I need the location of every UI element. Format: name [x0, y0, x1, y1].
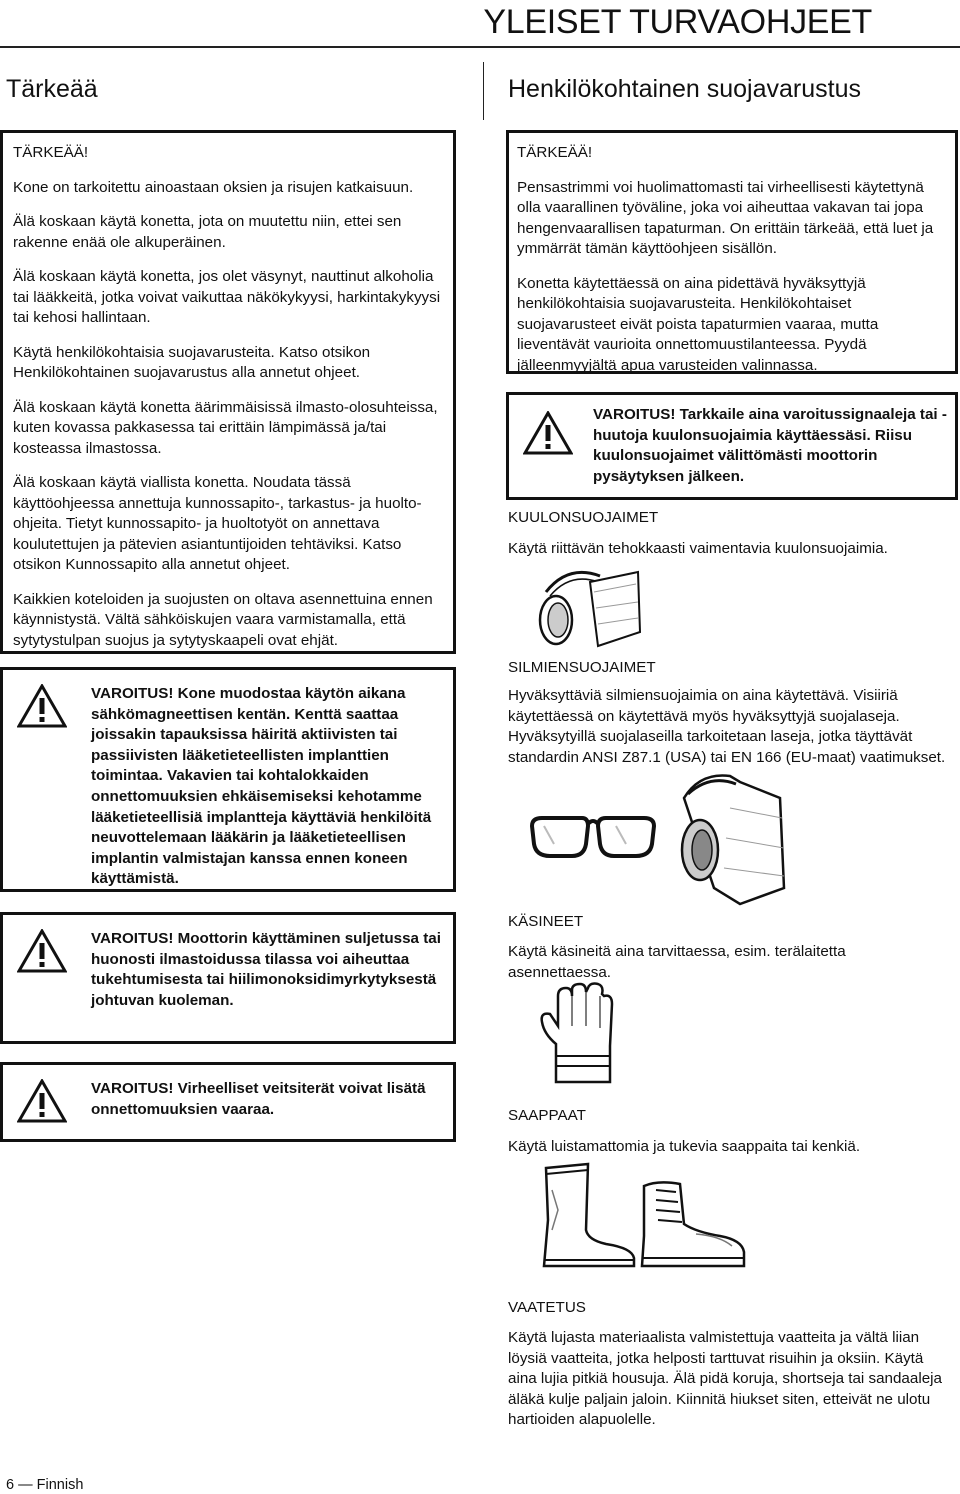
ear-protection-illustration — [528, 562, 648, 652]
important-paragraph: Kaikkien koteloiden ja suojusten on oltava asennettuina ennen käynnistystä. Vältä sähköiskujen vaara varmistamalla, että sytytystulpan suojus ja sytytyskaapeli ovat ehjät. — [13, 590, 433, 649]
warning-box-emf — [0, 667, 456, 892]
important-paragraph: Älä koskaan käytä viallista konetta. Noudata tässä käyttöohjeessa annettuja kunnossapito-, tarkastus- ja huolto-ohjeita. Tietyt kunnossapito- ja huoltotyöt on annettava koulutettujen ja pätevien asiantuntijoiden tehtäviksi. Katso otsikon Kunnossapito alla annetut ohjeet. — [13, 474, 422, 573]
important-paragraph: Kone on tarkoitettu ainoastaan oksien ja risujen katkaisuun. — [13, 178, 414, 196]
page-title: YLEISET TURVAOHJEET — [483, 3, 872, 41]
warning-triangle-icon — [17, 1079, 67, 1123]
warning-text: VAROITUS! Tarkkaile aina varoitussignaaleja tai -huutoja kuulonsuojaimia käyttäessäsi. Riisu kuulonsuojaimet välittömästi moottorin pysäytyksen jälkeen. — [593, 406, 947, 485]
important-paragraph: Käytä henkilökohtaisia suojavarusteita. Katso otsikon Henkilökohtainen suojavarustus alla annetut ohjeet. — [13, 343, 371, 381]
page-footer — [6, 1476, 83, 1494]
footer-language: Finnish — [36, 1477, 84, 1493]
warning-box-blades — [0, 1062, 456, 1142]
important-paragraph: Älä koskaan käytä konetta, jota on muutettu niin, ettei sen rakenne enää ole alkuperäinen. — [13, 213, 402, 251]
gear-text-clothing: Käytä lujasta materiaalista valmistettuja vaatteita ja vältä liian löysiä vaatteita, jotka helposti tarttuvat risuihin ja oksiin. Käytä aina lujia pitkiä housuja. Älä pidä koruja, shortseja tai sandaaleja äläkä kulje paljain jaloin. Kiinnitä hiukset siten, etteivät ne ulotu hartioiden alapuolelle. — [508, 1329, 942, 1428]
important-box-left — [0, 130, 456, 654]
glove-illustration — [536, 982, 626, 1086]
warning-box-ventilation — [0, 912, 456, 1044]
safety-shoe-illustration — [636, 1176, 748, 1272]
important-paragraph: Älä koskaan käytä konetta äärimmäisissä ilmasto-olosuhteissa, kuten kovassa pakkasessa tai erittäin lämpimässä ja/tai kosteassa ilmastossa. — [13, 398, 438, 457]
warning-text: VAROITUS! Moottorin käyttäminen suljetussa tai huonosti ilmastoidussa tilassa voi aiheuttaa tukehtumisesta tai hiilimonoksidimyrkytyksestä johtuvan kuoleman. — [91, 930, 441, 1009]
footer-dash: — — [18, 1477, 33, 1493]
warning-triangle-icon — [17, 929, 67, 973]
section-title-protective-gear: Henkilökohtainen suojavarustus — [508, 75, 861, 103]
boot-illustration — [532, 1160, 642, 1270]
gear-text-eyes: Hyväksyttäviä silmiensuojaimia on aina käytettävä. Visiiriä käytettäessä on käytettävä myös hyväksyttyjä suojalaseja. Hyväksytyillä suojalaseilla tarkoitetaan laseja, jotka täyttävät standardin ANSI Z87.1 (USA) tai EN 166 (EU-maat) vaatimukset. — [508, 687, 946, 766]
gear-heading-eyes: SILMIENSUOJAIMET — [508, 659, 656, 676]
column-divider — [483, 62, 484, 120]
gear-text-gloves: Käytä käsineitä aina tarvittaessa, esim. terälaitetta asennettaessa. — [508, 943, 846, 981]
title-divider — [0, 46, 960, 48]
warning-triangle-icon — [17, 684, 67, 728]
warning-triangle-icon — [523, 411, 573, 455]
warning-box-hearing — [506, 392, 958, 500]
important-label: TÄRKEÄÄ! — [517, 144, 593, 161]
safety-glasses-illustration — [528, 808, 658, 868]
warning-text: VAROITUS! Kone muodostaa käytön aikana sähkömagneettisen kentän. Kenttä saattaa joissakin tapauksissa häiritä aktiivisten tai passiivisten lääketieteellisten implanttien toimintaa. Vakavien tai kohtalokkaiden onnettomuuksien ehkäisemiseksi kehotamme lääketieteellisiä implantteja käyttäviä henkilöitä neuvottelemaan lääkärin ja lääketieteellisen implantin valmistajan kanssa ennen koneen käyttämistä. — [91, 685, 432, 888]
warning-text: VAROITUS! Virheelliset veitsiterät voivat lisätä onnettomuuksien vaaraa. — [91, 1080, 426, 1118]
important-box-right — [506, 130, 958, 374]
page-number: 6 — [6, 1477, 15, 1493]
gear-heading-boots: SAAPPAAT — [508, 1107, 586, 1124]
visor-helmet-illustration — [670, 768, 790, 908]
gear-text-boots: Käytä luistamattomia ja tukevia saappaita tai kenkiä. — [508, 1138, 861, 1155]
important-paragraph: Pensastrimmi voi huolimattomasti tai virheellisesti käytettynä olla vaarallinen työväline, joka voi aiheuttaa vakavan tai jopa hengenvaarallisen tapaturman. On erittäin tärkeää, että luet ja ymmärrät tämän käyttöohjeen sisällön. — [517, 178, 934, 257]
section-title-important: Tärkeää — [6, 75, 98, 103]
gear-text-hearing: Käytä riittävän tehokkaasti vaimentavia kuulonsuojaimia. — [508, 540, 888, 557]
important-label: TÄRKEÄÄ! — [13, 144, 89, 161]
gear-heading-hearing: KUULONSUOJAIMET — [508, 509, 659, 526]
gear-heading-clothing: VAATETUS — [508, 1299, 586, 1316]
gear-heading-gloves: KÄSINEET — [508, 913, 584, 930]
important-paragraph: Älä koskaan käytä konetta, jos olet väsynyt, nauttinut alkoholia tai lääkkeitä, jotka voivat vaikuttaa näkökykyysi, harkintakykyysi tai kehosi hallintaan. — [13, 268, 441, 326]
important-paragraph: Konetta käytettäessä on aina pidettävä hyväksyttyjä henkilökohtaisia suojavarusteita. Henkilökohtaiset suojavarusteet eivät poista tapaturmien vaaraa, mutta lieventävät vaurioita onnettomuustilanteessa. Pyydä jälleenmyyjältä apua varusteiden valinnassa. — [517, 274, 879, 374]
